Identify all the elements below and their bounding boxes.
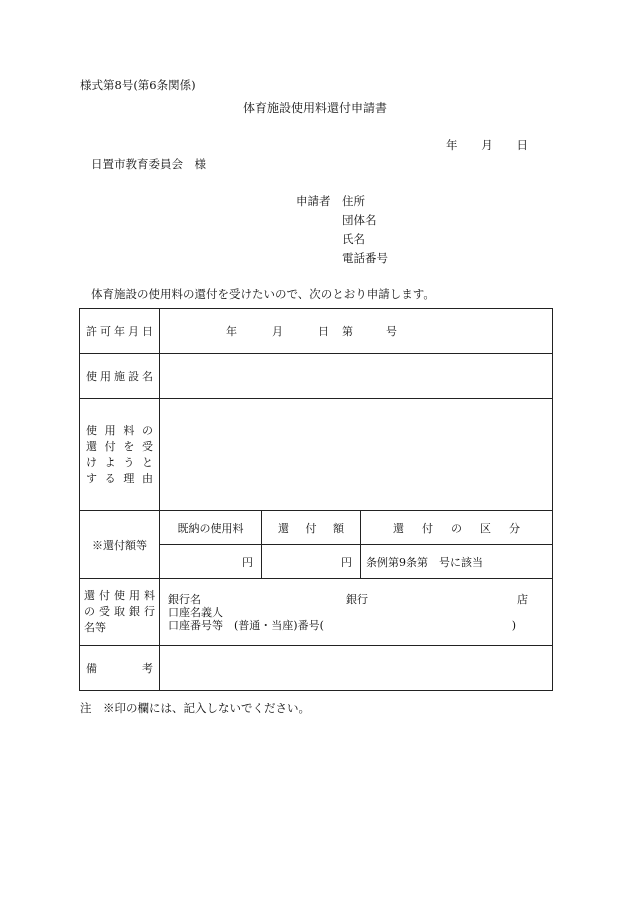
remarks-label: 備 考 bbox=[80, 646, 160, 691]
remarks-row bbox=[80, 646, 553, 691]
facility-field[interactable] bbox=[160, 354, 553, 399]
refund-header: 還 付 額 bbox=[262, 511, 361, 545]
permit-day: 日 bbox=[318, 325, 329, 338]
applicant-group-label: 団体名 bbox=[342, 213, 377, 227]
bank-row bbox=[80, 579, 553, 646]
reason-label: 使 用 料 の 還 付 を 受 け よ う と す る 理 由 bbox=[80, 399, 160, 511]
form-title: 体育施設使用料還付申請書 bbox=[242, 101, 387, 115]
application-statement: 体育施設の使用料の還付を受けたいので、次のとおり申請します。 bbox=[91, 287, 435, 301]
refund-header-row bbox=[80, 511, 553, 545]
bank-suffix: 銀行 bbox=[346, 592, 368, 606]
application-form-table bbox=[79, 308, 553, 691]
paid-fee-header: 既納の使用料 bbox=[160, 511, 262, 545]
permit-month: 月 bbox=[272, 325, 283, 338]
bank-name-label: 銀行名 bbox=[168, 592, 201, 606]
footnote: 注 ※印の欄には、記入しないでください。 bbox=[80, 701, 310, 715]
addressee: 日置市教育委員会 様 bbox=[91, 157, 206, 171]
permit-number-prefix: 第 bbox=[342, 325, 353, 338]
permit-year: 年 bbox=[226, 325, 237, 338]
reason-field[interactable] bbox=[160, 399, 553, 511]
applicant-name-label: 氏名 bbox=[342, 232, 365, 246]
account-number-label: 口座番号等 (普通・当座)番号( bbox=[168, 618, 324, 632]
bank-label: 還 付 使 用 料 の 受 取 銀 行 名等 bbox=[80, 579, 160, 646]
application-date bbox=[446, 137, 528, 153]
paid-fee-field[interactable]: 円 bbox=[160, 545, 262, 579]
account-holder-label: 口座名義人 bbox=[168, 605, 223, 619]
permit-date-field[interactable] bbox=[160, 309, 553, 354]
form-number: 様式第8号(第6条関係) bbox=[80, 78, 196, 92]
permit-number-suffix: 号 bbox=[386, 325, 397, 338]
date-day-label: 日 bbox=[516, 138, 528, 152]
permit-date-label: 許 可 年 月 日 bbox=[80, 309, 160, 354]
applicant-address-label: 住所 bbox=[342, 194, 365, 208]
account-number-close: ) bbox=[511, 618, 517, 632]
facility-row bbox=[80, 354, 553, 399]
category-field[interactable]: 条例第9条第 号に該当 bbox=[361, 545, 553, 579]
branch-suffix: 店 bbox=[517, 592, 529, 606]
refund-amount-field[interactable]: 円 bbox=[262, 545, 361, 579]
date-year-label: 年 bbox=[446, 138, 458, 152]
facility-label: 使 用 施 設 名 bbox=[80, 354, 160, 399]
applicant-phone-label: 電話番号 bbox=[342, 251, 388, 265]
permit-date-row bbox=[80, 309, 553, 354]
reason-row bbox=[80, 399, 553, 511]
remarks-field[interactable] bbox=[160, 646, 553, 691]
date-month-label: 月 bbox=[481, 138, 493, 152]
refund-amount-label: ※還付額等 bbox=[80, 511, 160, 579]
bank-info-field[interactable] bbox=[160, 579, 553, 646]
category-header: 還 付 の 区 分 bbox=[361, 511, 553, 545]
applicant-heading: 申請者 bbox=[296, 194, 331, 208]
